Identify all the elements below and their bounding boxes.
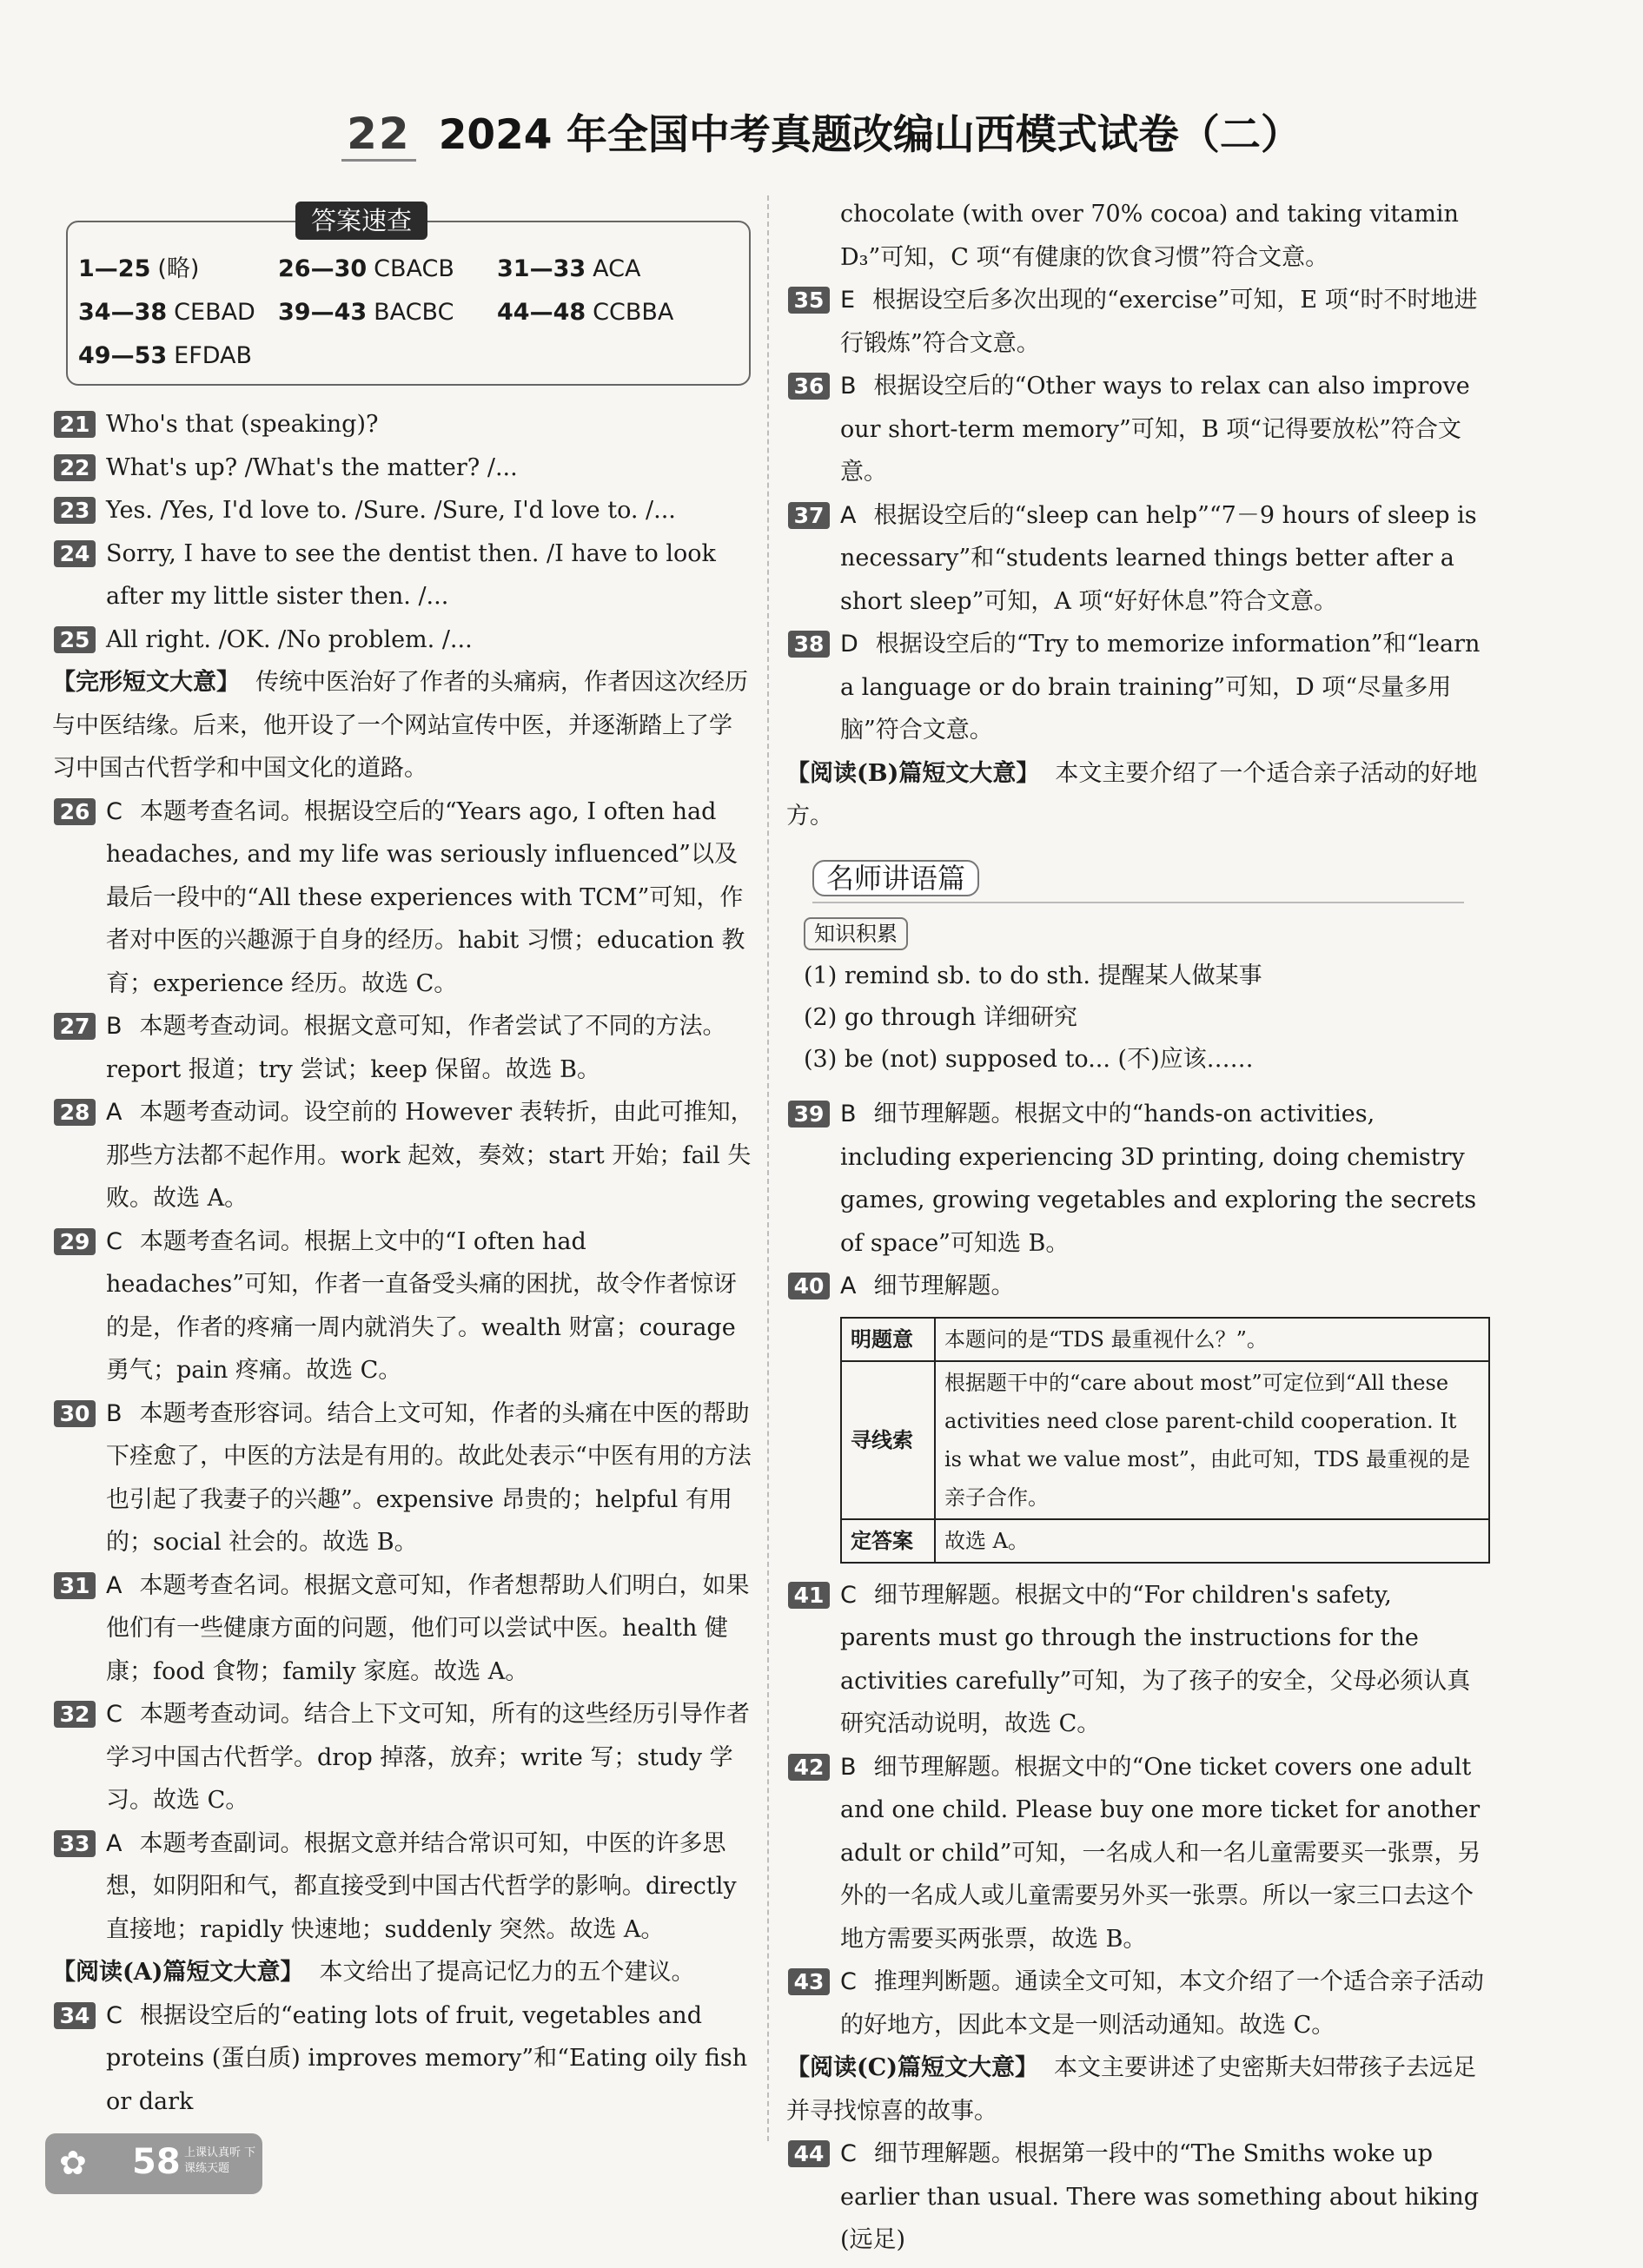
question-number-badge: 40 xyxy=(788,1273,830,1299)
answer-letter: C xyxy=(106,1227,123,1255)
answer-letter: D xyxy=(840,631,858,658)
answer-item xyxy=(52,1392,754,1564)
answer-item xyxy=(52,1994,754,2124)
teacher-section-title: 名师讲语篇 xyxy=(812,860,979,896)
answer-explanation: 本题考查名词。根据文意可知，作者想帮助人们明白，如果他们有一些健康方面的问题，他们可以尝试中医。health 健康；food 食物；family 家庭。故选 A。 xyxy=(106,1571,750,1685)
answer-key-entry: 26—30 CBACB xyxy=(278,255,454,282)
answer-explanation: 根据设空后多次出现的“exercise”可知，E 项“时不时地进行锻炼”符合文意。 xyxy=(840,287,1478,357)
answer-item xyxy=(52,618,754,662)
answer-explanation: 本题考查动词。设空前的 However 表转折，由此可推知，那些方法都不起作用。work 起效，奏效；start 开始；fail 失败。故选 A。 xyxy=(106,1099,754,1212)
answer-item xyxy=(786,365,1488,494)
test-number: 22 xyxy=(341,109,416,162)
answer-key-entry: 44—48 CCBBA xyxy=(497,299,674,326)
answer-explanation: 根据设空后的“sleep can help”“7－9 hours of sleep is necessary”和“students learned things better after a short sleep”可知，A 项“好好休息”符合文意。 xyxy=(840,501,1477,615)
mascot-icon: ✿ xyxy=(59,2144,87,2182)
table-cell-text: 根据题干中的“care about most”可定位到“All these activities need close parent-child cooperation. It is what we value most”，由此可知，TDS 最重视的是亲子合作。 xyxy=(935,1361,1489,1519)
answer-explanation: chocolate (with over 70% cocoa) and taking vitamin D₃”可知，C 项“有健康的饮食习惯”符合文意。 xyxy=(840,201,1459,271)
answer-letter: B xyxy=(840,373,857,400)
answer-letter: B xyxy=(840,1753,857,1781)
table-row xyxy=(841,1318,1489,1361)
page-title xyxy=(0,102,1643,162)
answer-explanation: 细节理解题。根据文中的“hands-on activities, including experiencing 3D printing, doing chemistry games, growing vegetables and exploring the secrets of space”可知选 B。 xyxy=(840,1101,1477,1257)
answer-item xyxy=(786,193,1488,279)
answer-explanation: 本题考查名词。根据上文中的“I often had headaches”可知，作者一直备受头痛的困扰，故令作者惊讶的是，作者的疼痛一周内就消失了。wealth 财富；courage 勇气；pain 疼痛。故选 C。 xyxy=(106,1227,737,1384)
answer-key-entry: 34—38 CEBAD xyxy=(78,299,255,326)
answer-item xyxy=(52,532,754,618)
teacher-section-header xyxy=(812,857,1464,904)
answer-explanation: 根据设空后的“Try to memorize information”和“learn a language or do brain training”可知，D 项“尽量多用脑”符合文意。 xyxy=(840,631,1481,744)
answer-explanation: 本题考查名词。根据设空后的“Years ago, I often had headaches, and my life was seriously influenced”以及最后一段中的“All these experiences with TCM”可知，作者对中医的兴趣源于自身的经历。habit 习惯；education 教育；experience 经历。故选 C。 xyxy=(106,797,745,997)
answer-explanation: 本题考查动词。结合上下文可知，所有的这些经历引导作者学习中国古代哲学。drop 掉落，放弃；write 写；study 学习。故选 C。 xyxy=(106,1701,750,1814)
answer-letter: E xyxy=(840,287,856,314)
answer-letter: B xyxy=(840,1101,857,1127)
answer-list xyxy=(786,1574,1488,2047)
question-number-badge: 26 xyxy=(54,798,96,825)
answer-explanation: Who's that (speaking)? xyxy=(106,411,379,438)
answer-item xyxy=(52,1564,754,1694)
question-number-badge: 37 xyxy=(788,502,830,529)
answer-key-entry: 39—43 BACBC xyxy=(278,299,454,326)
answer-item xyxy=(786,279,1488,365)
question-number-badge: 25 xyxy=(54,626,96,653)
answer-letter: B xyxy=(106,1399,123,1427)
answer-item xyxy=(52,1822,754,1952)
answer-item xyxy=(786,1574,1488,1746)
reading-b-summary: 【阅读(B)篇短文大意】 本文主要介绍了一个适合亲子活动的好地方。 xyxy=(786,759,1478,830)
test-title: 2024 年全国中考真题改编山西模式试卷（二） xyxy=(438,111,1302,159)
knowledge-point: (3) be (not) supposed to... (不)应该…… xyxy=(804,1046,1254,1073)
answer-letter: C xyxy=(840,1968,857,1995)
answer-item xyxy=(52,1693,754,1822)
question-number-badge: 35 xyxy=(788,287,830,314)
answer-item xyxy=(786,1265,1488,1308)
answer-letter: C xyxy=(840,1581,857,1609)
answer-item xyxy=(786,623,1488,752)
answer-list xyxy=(52,790,754,1952)
answer-letter: C xyxy=(106,2001,123,2029)
answer-key-title: 答案速查 xyxy=(295,202,427,240)
question-number-badge: 24 xyxy=(54,540,96,567)
answer-letter: C xyxy=(840,2140,857,2167)
table-cell-label: 定答案 xyxy=(841,1519,935,1563)
answer-list xyxy=(52,403,754,661)
question-number-badge: 23 xyxy=(54,497,96,524)
answer-key-box xyxy=(66,206,751,386)
question-number-badge: 30 xyxy=(54,1400,96,1427)
answer-explanation: Sorry, I have to see the dentist then. /I have to look after my little sister then. /... xyxy=(106,539,716,610)
answer-item xyxy=(52,790,754,1006)
analysis-table xyxy=(840,1317,1490,1564)
question-number-badge: 28 xyxy=(54,1099,96,1126)
answer-key-entry: 1—25 (略) xyxy=(78,255,200,282)
question-number-badge: 29 xyxy=(54,1228,96,1255)
answer-letter: A xyxy=(106,1099,123,1126)
question-number-badge: 42 xyxy=(788,1754,830,1781)
answer-explanation: 推理判断题。通读全文可知，本文介绍了一个适合亲子活动的好地方，因此本文是一则活动通知。故选 C。 xyxy=(840,1968,1484,2039)
answer-letter: C xyxy=(106,797,123,825)
answer-explanation: 细节理解题。 xyxy=(873,1273,1015,1299)
question-number-badge: 36 xyxy=(788,373,830,400)
left-column xyxy=(52,193,754,2123)
answer-letter: A xyxy=(840,501,857,529)
question-number-badge: 33 xyxy=(54,1830,96,1857)
answer-item xyxy=(52,1091,754,1220)
answer-explanation: 细节理解题。根据文中的“For children's safety, parents must go through the instructions for the activities carefully”可知，为了孩子的安全，父母必须认真研究活动说明，故选 C。 xyxy=(840,1581,1471,1737)
knowledge-point: (1) remind sb. to do sth. 提醒某人做某事 xyxy=(804,962,1262,989)
answer-item xyxy=(786,1093,1488,1265)
answer-explanation: What's up? /What's the matter? /... xyxy=(106,453,518,481)
table-cell-label: 明题意 xyxy=(841,1318,935,1361)
question-number-badge: 31 xyxy=(54,1572,96,1599)
answer-explanation: 根据设空后的“eating lots of fruit, vegetables and proteins (蛋白质) improves memory”和“Eating oily fish or dark xyxy=(106,2001,748,2115)
knowledge-label: 知识积累 xyxy=(804,917,908,950)
page-number-badge xyxy=(45,2133,262,2194)
question-number-badge: 27 xyxy=(54,1013,96,1040)
answer-item xyxy=(786,2132,1488,2262)
page-number: 58 xyxy=(132,2142,181,2182)
answer-item xyxy=(52,403,754,446)
table-cell-label: 寻线索 xyxy=(841,1361,935,1519)
answer-letter: A xyxy=(106,1571,123,1599)
answer-list xyxy=(786,1093,1488,1308)
question-number-badge: 41 xyxy=(788,1582,830,1609)
table-cell-text: 故选 A。 xyxy=(935,1519,1489,1563)
reading-a-summary: 【阅读(A)篇短文大意】 本文给出了提高记忆力的五个建议。 xyxy=(52,1959,695,1986)
answer-explanation: 细节理解题。根据文中的“One ticket covers one adult and one child. Please buy one more ticket for another adult or child”可知，一名成人和一名儿童需要买一张票，另外的一名成人或儿童需要另外买一张票。所以一家三口去这个地方需要买两张票，故选 B。 xyxy=(840,1753,1481,1953)
answer-explanation: Yes. /Yes, I'd love to. /Sure. /Sure, I'd love to. /... xyxy=(106,497,676,524)
answer-explanation: All right. /OK. /No problem. /... xyxy=(106,625,473,653)
answer-explanation: 细节理解题。根据第一段中的“The Smiths woke up earlier than usual. There was something about hiking (远足) xyxy=(840,2140,1480,2253)
answer-explanation: 根据设空后的“Other ways to relax can also improve our short-term memory”可知，B 项“记得要放松”符合文意。 xyxy=(840,373,1470,486)
answer-key-entry: 31—33 ACA xyxy=(497,255,641,282)
answer-item xyxy=(52,446,754,490)
answer-item xyxy=(52,489,754,532)
table-row xyxy=(841,1519,1489,1563)
answer-key-entry: 49—53 EFDAB xyxy=(78,342,253,369)
question-number-badge: 22 xyxy=(54,454,96,481)
question-number-badge: 38 xyxy=(788,631,830,658)
footer-tagline: 上课认真听 下课练天题 xyxy=(184,2146,256,2175)
question-number-badge: 39 xyxy=(788,1101,830,1127)
answer-explanation: 本题考查形容词。结合上文可知，作者的头痛在中医的帮助下痊愈了，中医的方法是有用的。故此处表示“中医有用的方法也引起了我妻子的兴趣”。expensive 昂贵的；helpful 有用的；social 社会的。故选 B。 xyxy=(106,1399,752,1556)
answer-item xyxy=(786,1746,1488,1961)
answer-letter: A xyxy=(840,1273,857,1299)
table-row xyxy=(841,1361,1489,1519)
reading-c-summary: 【阅读(C)篇短文大意】 本文主要讲述了史密斯夫妇带孩子去远足并寻找惊喜的故事。 xyxy=(786,2054,1477,2125)
answer-item xyxy=(786,494,1488,624)
answer-letter: A xyxy=(106,1829,123,1857)
answer-letter: B xyxy=(106,1013,123,1040)
answer-item xyxy=(786,1961,1488,2046)
answer-explanation: 本题考查副词。根据文意并结合常识可知，中医的许多思想，如阴阳和气，都直接受到中国古代哲学的影响。directly 直接地；rapidly 快速地；suddenly 突然。故选 A。 xyxy=(106,1829,737,1943)
answer-item xyxy=(52,1005,754,1091)
question-number-badge: 34 xyxy=(54,2002,96,2029)
right-column xyxy=(786,193,1488,2262)
question-number-badge: 43 xyxy=(788,1968,830,1995)
answer-letter: C xyxy=(106,1701,123,1728)
table-cell-text: 本题问的是“TDS 最重视什么？”。 xyxy=(935,1318,1489,1361)
question-number-badge: 32 xyxy=(54,1701,96,1728)
question-number-badge: 44 xyxy=(788,2140,830,2167)
answer-explanation: 本题考查动词。根据文意可知，作者尝试了不同的方法。report 报道；try 尝试；keep 保留。故选 B。 xyxy=(106,1013,726,1083)
knowledge-point: (2) go through 详细研究 xyxy=(804,1004,1077,1031)
cloze-summary: 【完形短文大意】 传统中医治好了作者的头痛病，作者因这次经历与中医结缘。后来，他开设了一个网站宣传中医，并逐渐踏上了学习中国古代哲学和中国文化的道路。 xyxy=(52,669,748,782)
question-number-badge: 21 xyxy=(54,411,96,438)
column-divider xyxy=(767,195,769,2141)
answer-list xyxy=(786,193,1488,752)
answer-item xyxy=(52,1220,754,1392)
